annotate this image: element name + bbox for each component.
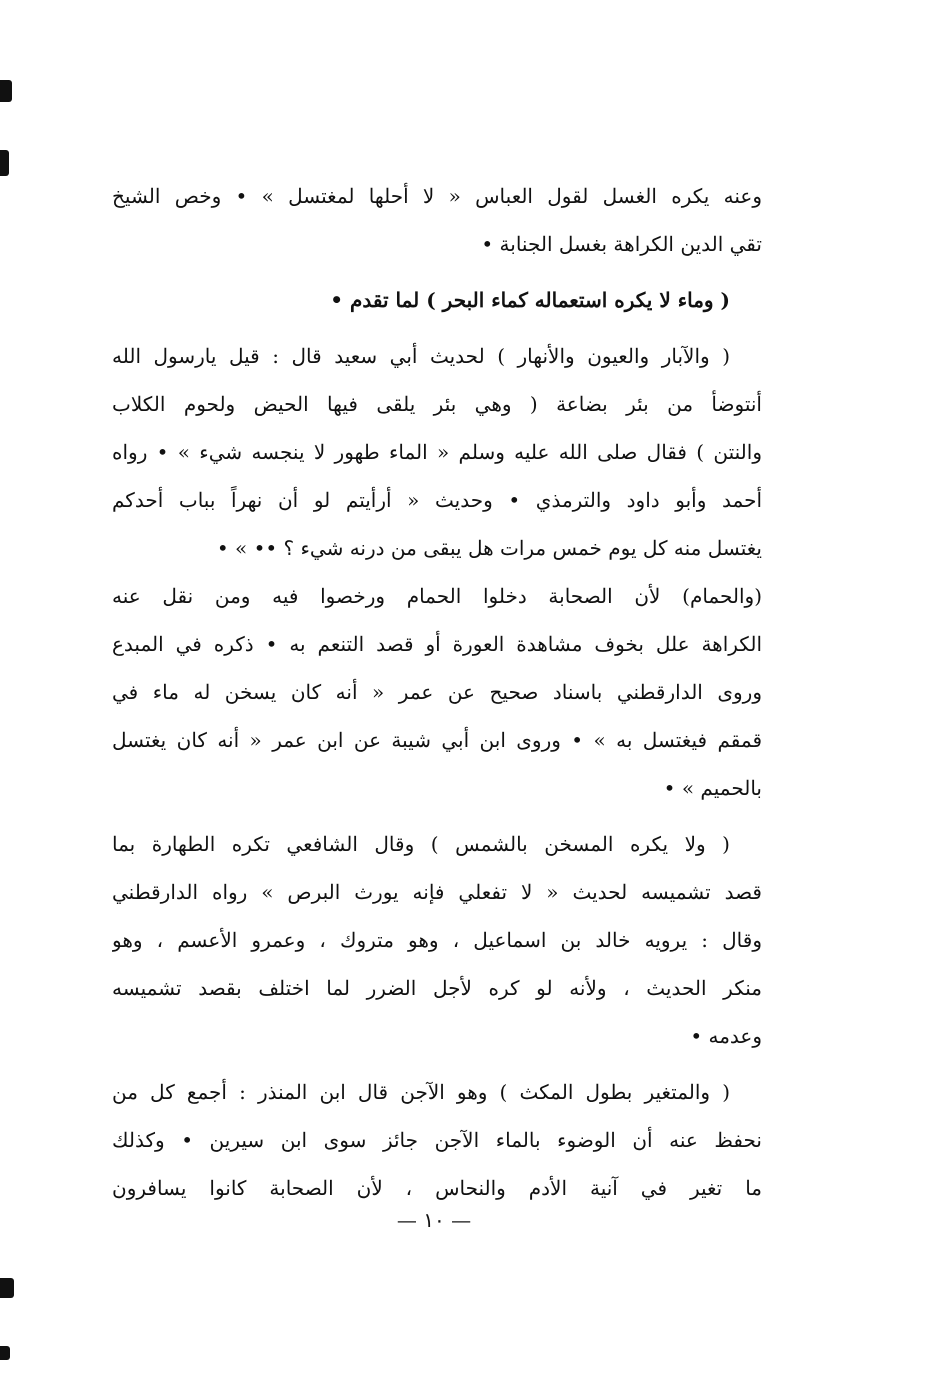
scan-edge-mark — [0, 1346, 10, 1360]
scan-edge-mark — [0, 80, 12, 102]
text-line: بالحميم » • — [663, 776, 762, 800]
text-line: ما تغير في آنية الأدم والنحاس ، لأن الصحابة كانوا يسافرون — [112, 1176, 762, 1200]
body-text — [112, 172, 762, 1212]
text-line: وعنه يكره الغسل لقول العباس « لا أحلها لمغتسل » • وخص الشيخ — [112, 184, 762, 208]
text-line: الكراهة علل بخوف مشاهدة العورة أو قصد التنعم به • ذكره في المبدع — [112, 632, 762, 656]
scan-edge-mark — [0, 150, 9, 176]
section-heading-line: ( وماء لا يكره استعماله كماء البحر ) لما تقدم • — [330, 288, 730, 312]
section-heading-line: ( والمتغير بطول المكث ) وهو الآجن قال ابن المنذر : أجمع كل من — [112, 1080, 730, 1104]
text-line: وعدمه • — [690, 1024, 762, 1048]
text-line: وقال : يرويه خالد بن اسماعيل ، وهو متروك ، وعمرو الأعسم ، وهو — [112, 928, 762, 952]
text-line: منكر الحديث ، ولأنه لو كره لأجل الضرر لما اختلف بقصد تشميسه — [112, 976, 762, 1000]
text-line: وروى الدارقطني باسناد صحيح عن عمر « أنه كان يسخن له ماء في — [112, 680, 762, 704]
text-line: أنتوضأ من بئر بضاعة ( وهي بئر يلقى فيها الحيض ولحوم الكلاب — [112, 392, 762, 416]
section-heading-line: ( ولا يكره المسخن بالشمس ) وقال الشافعي تكره الطهارة بما — [112, 832, 730, 856]
text-line: أحمد وأبو داود والترمذي • وحديث « أرأيتم لو أن نهراً بباب أحدكم — [112, 488, 762, 512]
text-line: قصد تشميسه لحديث « لا تفعلي فإنه يورث البرص » رواه الدارقطني — [112, 880, 762, 904]
text-line: يغتسل منه كل يوم خمس مرات هل يبقى من درنه شيء ؟ •• » • — [216, 536, 762, 560]
section-heading-line: ( والآبار والعيون والأنهار ) لحديث أبي سعيد قال : قيل يارسول الله — [112, 344, 730, 368]
text-line: تقي الدين الكراهة بغسل الجنابة • — [481, 232, 762, 256]
text-line: نحفظ عنه أن الوضوء بالماء الآجن جائز سوى ابن سيرين • وكذلك — [112, 1128, 762, 1152]
page-number: — ١٠ — — [396, 1208, 472, 1232]
section-heading-line: (والحمام) لأن الصحابة دخلوا الحمام ورخصوا فيه ومن نقل عنه — [112, 584, 762, 608]
text-line: والنتن ) فقال صلى الله عليه وسلم « الماء طهور لا ينجسه شيء » • رواه — [112, 440, 762, 464]
text-line: قمقم فيغتسل به » • وروى ابن أبي شيبة عن ابن عمر « أنه كان يغتسل — [112, 728, 762, 752]
scan-edge-mark — [0, 1278, 14, 1298]
